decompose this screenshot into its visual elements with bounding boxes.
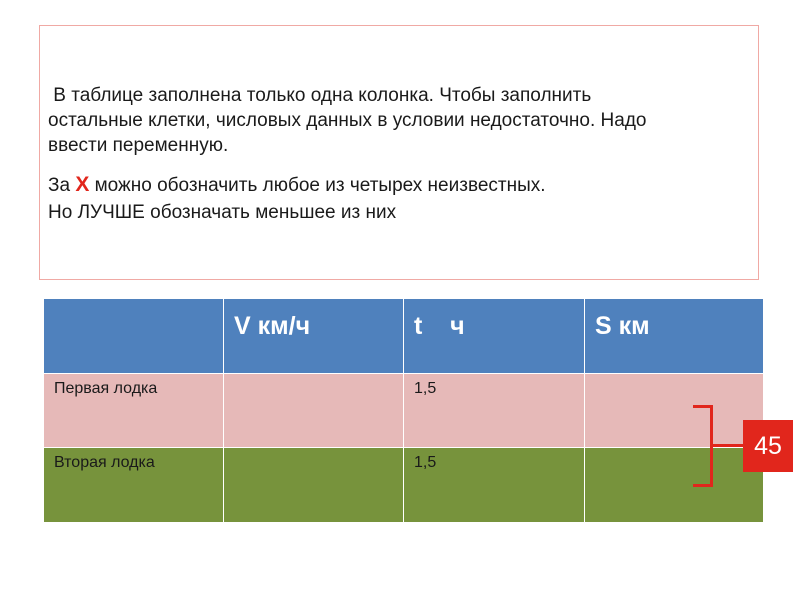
note-line-4-suffix: можно обозначить любое из четырех неизвестных. bbox=[89, 175, 546, 196]
motion-table bbox=[43, 298, 764, 523]
cell-speed-second bbox=[224, 448, 404, 523]
header-empty bbox=[44, 299, 224, 374]
cell-distance-first bbox=[585, 374, 764, 448]
cell-time-second: 1,5 bbox=[404, 448, 585, 523]
cell-speed-first bbox=[224, 374, 404, 448]
note-line-1: В таблице заполнена только одна колонка. Чтобы заполнить bbox=[48, 85, 592, 106]
total-distance-badge: 45 bbox=[743, 420, 793, 472]
table-header-row bbox=[44, 299, 764, 374]
header-speed: V км/ч bbox=[224, 299, 404, 374]
table-row bbox=[44, 374, 764, 448]
note-line-3: ввести переменную. bbox=[48, 135, 229, 156]
note-line-4-prefix: За bbox=[48, 175, 76, 196]
cell-distance-second bbox=[585, 448, 764, 523]
note-paragraph-1 bbox=[48, 83, 646, 158]
cell-time-first: 1,5 bbox=[404, 374, 585, 448]
row-label-second-boat: Вторая лодка bbox=[44, 448, 224, 523]
bracket-connector bbox=[710, 444, 743, 447]
note-line-5: Но ЛУЧШЕ обозначать меньшее из них bbox=[48, 202, 397, 223]
note-line-2: остальные клетки, числовых данных в условии недостаточно. Надо bbox=[48, 110, 647, 131]
note-line-4 bbox=[48, 172, 546, 198]
table-row bbox=[44, 448, 764, 523]
row-label-first-boat: Первая лодка bbox=[44, 374, 224, 448]
header-time: t ч bbox=[404, 299, 585, 374]
header-distance: S км bbox=[585, 299, 764, 374]
variable-x: Х bbox=[75, 173, 90, 196]
problem-note bbox=[39, 25, 759, 280]
